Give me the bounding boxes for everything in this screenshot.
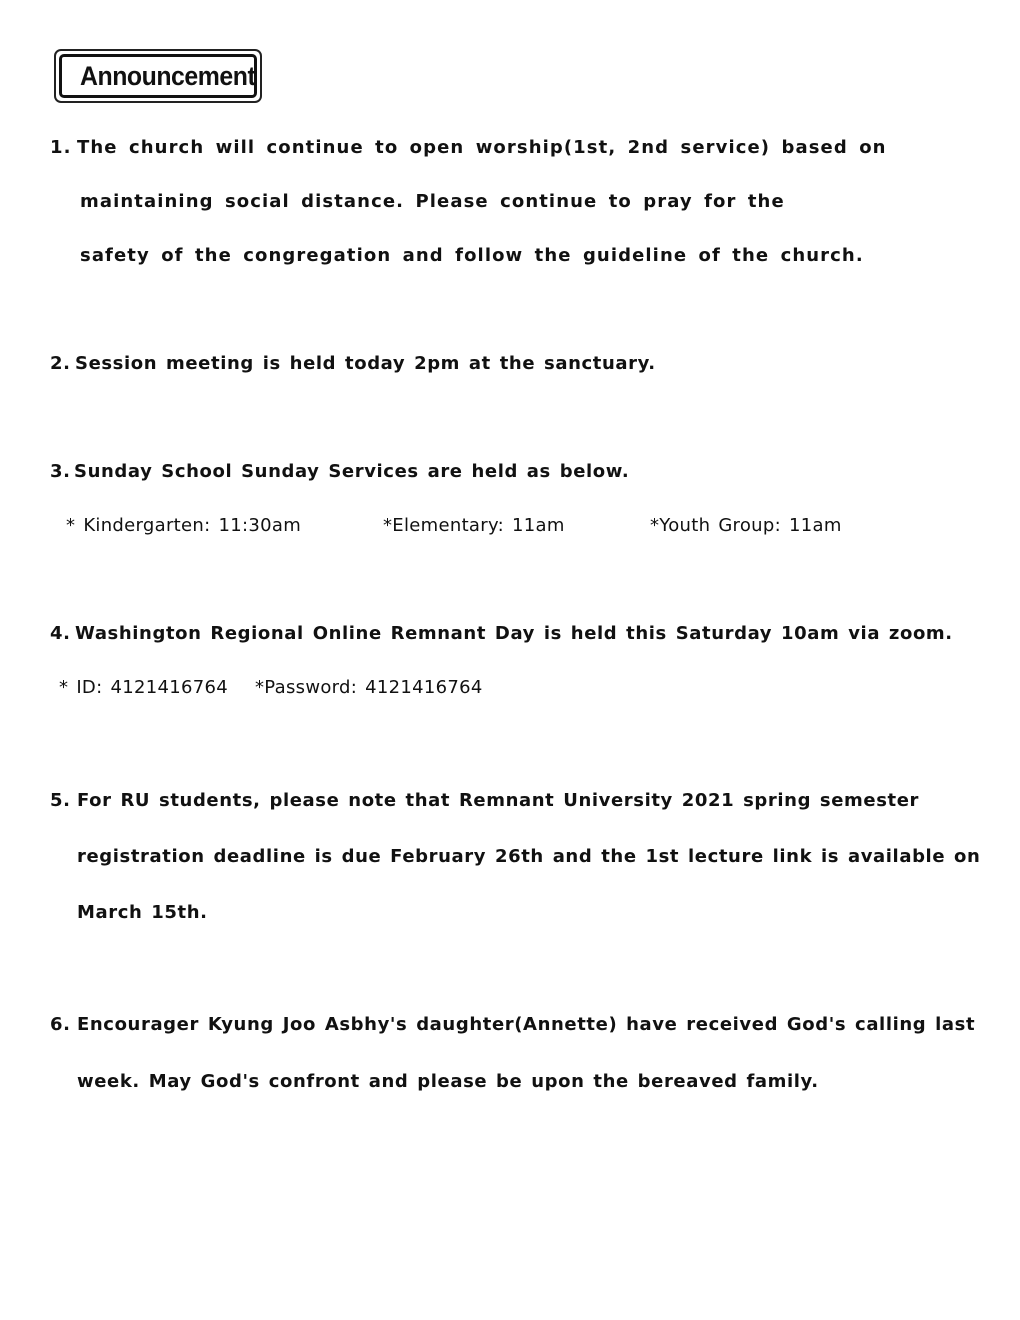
item-5-line-1: For RU students, please note that Remnant University 2021 spring semester [77, 790, 920, 811]
item-3-number: 3. [50, 461, 71, 482]
item-3-detail-kindergarten: * Kindergarten: 11:30am [66, 515, 302, 536]
item-1-line-1: The church will continue to open worship(1st, 2nd service) based on [77, 137, 887, 158]
item-2-number: 2. [50, 353, 71, 374]
item-1-line-2: maintaining social distance. Please continue to pray for the [80, 191, 785, 212]
item-5-line-3: March 15th. [77, 902, 208, 923]
item-6-line-1: Encourager Kyung Joo Asbhy's daughter(Annette) have received God's calling last [77, 1014, 976, 1035]
item-3-detail-youth-group: *Youth Group: 11am [650, 515, 842, 536]
item-1-number: 1. [50, 137, 72, 158]
item-5-line-2: registration deadline is due February 26th and the 1st lecture link is available on [77, 846, 981, 867]
item-1-line-3: safety of the congregation and follow the guideline of the church. [80, 245, 864, 266]
item-3-line-1: Sunday School Sunday Services are held as below. [74, 461, 630, 482]
item-4-detail-password: *Password: 4121416764 [255, 677, 483, 698]
announcement-title-box [54, 49, 262, 103]
item-4-number: 4. [50, 623, 71, 644]
item-4-line-1: Washington Regional Online Remnant Day is held this Saturday 10am via zoom. [75, 623, 953, 644]
announcement-title-frame [59, 54, 257, 98]
item-3-detail-elementary: *Elementary: 11am [383, 515, 565, 536]
item-4-detail-id: * ID: 4121416764 [59, 677, 228, 698]
page-title: Announcement [80, 60, 256, 91]
item-2-line-1: Session meeting is held today 2pm at the sanctuary. [75, 353, 656, 374]
item-6-number: 6. [50, 1014, 71, 1035]
item-5-number: 5. [50, 790, 71, 811]
item-6-line-2: week. May God's confront and please be upon the bereaved family. [77, 1071, 819, 1092]
